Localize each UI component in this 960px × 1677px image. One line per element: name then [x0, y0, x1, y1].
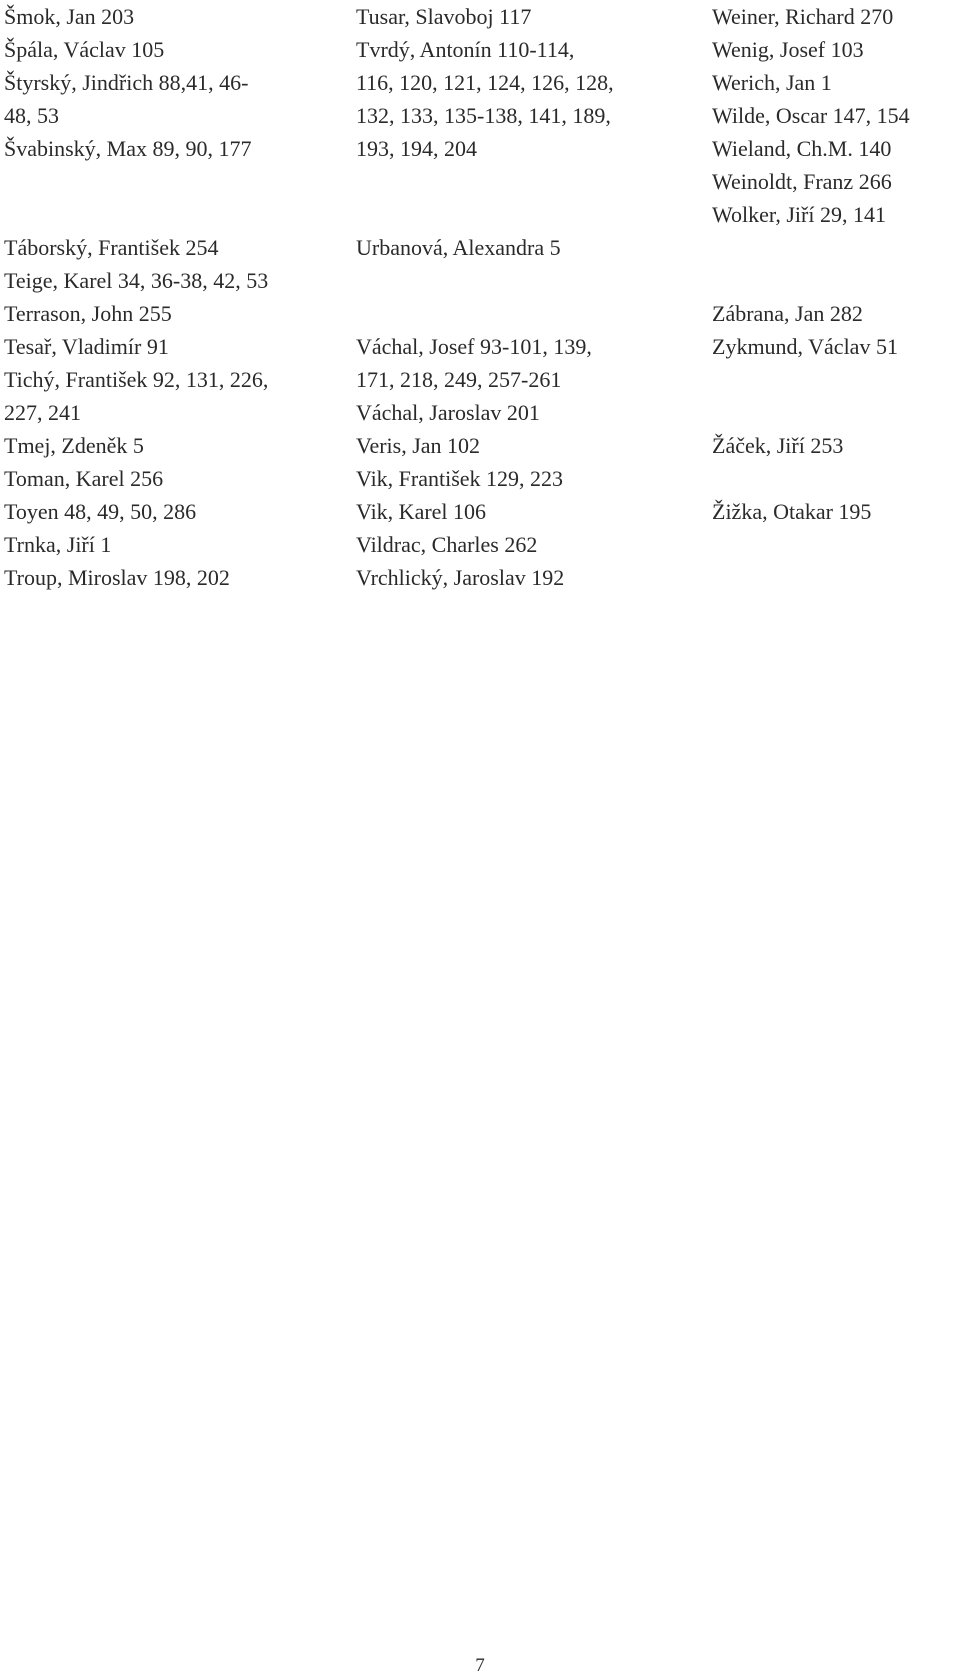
index-entry: Urbanová, Alexandra 5	[356, 235, 561, 260]
index-entry: 116, 120, 121, 124, 126, 128,	[356, 70, 614, 95]
index-entry: Wolker, Jiří 29, 141	[712, 202, 886, 227]
index-entry: Wilde, Oscar 147, 154	[712, 103, 910, 128]
page-number: 7	[475, 1655, 485, 1676]
index-entry: Wenig, Josef 103	[712, 37, 864, 62]
index-entry: Tmej, Zdeněk 5	[4, 433, 144, 458]
index-gap	[712, 264, 958, 297]
index-column-2	[356, 0, 686, 594]
index-column-3	[712, 0, 958, 528]
index-gap	[712, 231, 958, 264]
index-entry: Šmok, Jan 203	[4, 4, 135, 29]
index-entry: Vik, František 129, 223	[356, 466, 564, 491]
index-entry: Trnka, Jiří 1	[4, 532, 112, 557]
index-entry: Terrason, John 255	[4, 301, 172, 326]
index-entry: Vildrac, Charles 262	[356, 532, 538, 557]
index-entry: 48, 53	[4, 103, 59, 128]
index-gap	[712, 462, 958, 495]
index-entry: Táborský, František 254	[4, 235, 219, 260]
index-entry: Štyrský, Jindřich 88,41, 46-	[4, 70, 249, 95]
index-entry: Špála, Václav 105	[4, 37, 165, 62]
index-entry: Žižka, Otakar 195	[712, 499, 872, 524]
index-entry: 193, 194, 204	[356, 136, 477, 161]
index-entry: Tusar, Slavoboj 117	[356, 4, 532, 29]
index-entry: Vik, Karel 106	[356, 499, 487, 524]
index-entry: Toman, Karel 256	[4, 466, 164, 491]
index-entry: Žáček, Jiří 253	[712, 433, 844, 458]
index-gap	[356, 297, 686, 330]
index-entry: Toyen 48, 49, 50, 286	[4, 499, 197, 524]
index-column-1	[4, 0, 334, 594]
index-entry: Tichý, František 92, 131, 226,	[4, 367, 269, 392]
index-entry: Wieland, Ch.M. 140	[712, 136, 892, 161]
index-entry: Švabinský, Max 89, 90, 177	[4, 136, 252, 161]
index-entry: 171, 218, 249, 257-261	[356, 367, 562, 392]
index-gap	[4, 165, 334, 198]
index-gap	[4, 198, 334, 231]
index-gap	[356, 165, 686, 198]
index-gap	[356, 264, 686, 297]
index-gap	[712, 396, 958, 429]
index-entry: Váchal, Josef 93-101, 139,	[356, 334, 592, 359]
index-entry: Veris, Jan 102	[356, 433, 481, 458]
index-entry: 132, 133, 135-138, 141, 189,	[356, 103, 611, 128]
index-entry: Zábrana, Jan 282	[712, 301, 863, 326]
index-entry: Troup, Miroslav 198, 202	[4, 565, 230, 590]
index-entry: 227, 241	[4, 400, 81, 425]
index-entry: Vrchlický, Jaroslav 192	[356, 565, 565, 590]
index-entry: Teige, Karel 34, 36-38, 42, 53	[4, 268, 269, 293]
index-entry: Tesař, Vladimír 91	[4, 334, 169, 359]
index-entry: Weiner, Richard 270	[712, 4, 894, 29]
index-gap	[712, 363, 958, 396]
index-entry: Tvrdý, Antonín 110-114,	[356, 37, 575, 62]
index-entry: Weinoldt, Franz 266	[712, 169, 892, 194]
index-entry: Werich, Jan 1	[712, 70, 832, 95]
index-entry: Zykmund, Václav 51	[712, 334, 898, 359]
index-gap	[356, 198, 686, 231]
index-entry: Váchal, Jaroslav 201	[356, 400, 540, 425]
